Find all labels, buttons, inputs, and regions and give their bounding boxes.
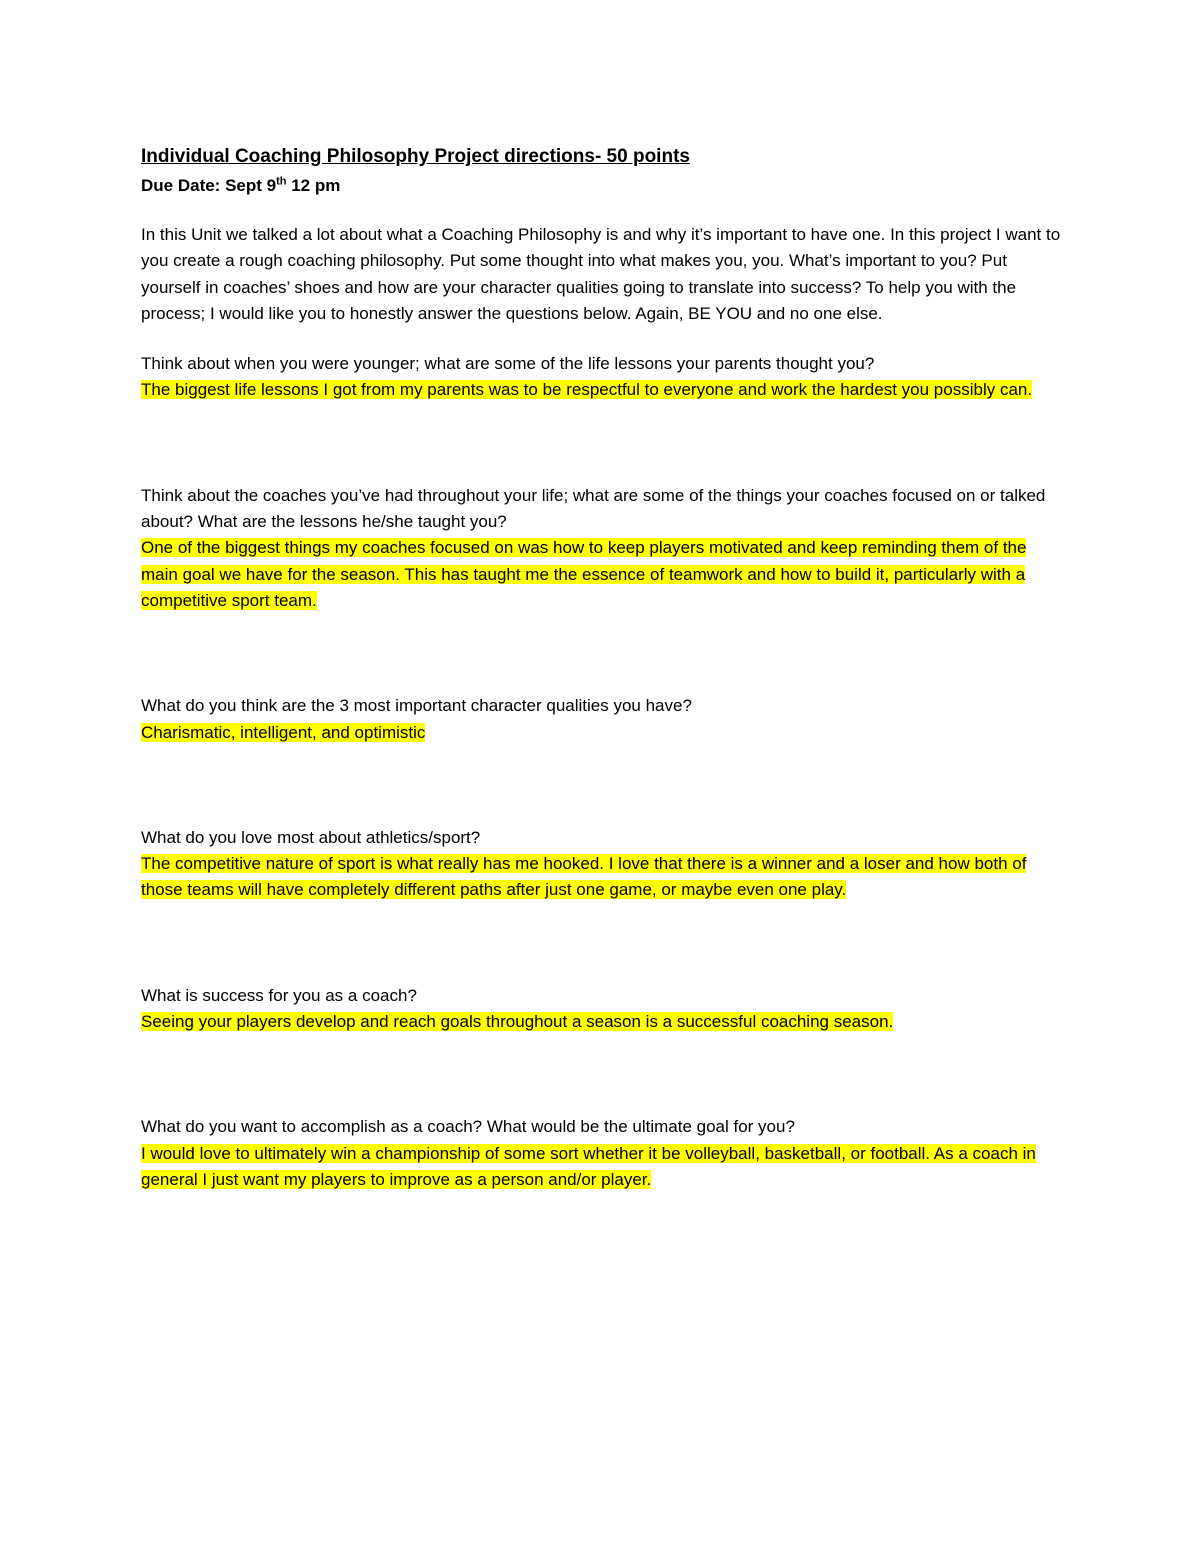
question-6: What do you want to accomplish as a coach? What would be the ultimate goal for you? <box>141 1117 795 1137</box>
answer-2-highlight: One of the biggest things my coaches focused on was how to keep players motivated and keep reminding them of the main goal we have for the season. This has taught me the essence of teamwork and how to build it, particularly with a competitive sport team. <box>141 538 1027 610</box>
answer-4 <box>141 851 1061 904</box>
question-2: Think about the coaches you’ve had throughout your life; what are some of the things your coaches focused on or talked about? What are the lessons he/she taught you? <box>141 485 1046 532</box>
answer-2 <box>141 535 1061 614</box>
due-date-superscript: th <box>276 175 287 188</box>
document-title: Individual Coaching Philosophy Project directions- 50 points <box>141 146 690 167</box>
answer-1 <box>141 377 1061 403</box>
qa-block-1 <box>141 351 1061 404</box>
question-4: What do you love most about athletics/sport? <box>141 827 481 847</box>
qa-block-5 <box>141 983 1061 1036</box>
answer-3 <box>141 720 1061 746</box>
due-date <box>141 173 1061 199</box>
qa-block-3 <box>141 693 1061 746</box>
answer-5 <box>141 1009 1061 1035</box>
qa-block-4 <box>141 825 1061 904</box>
due-date-suffix: 12 pm <box>286 176 341 195</box>
answer-5-highlight: Seeing your players develop and reach goals throughout a season is a successful coaching season. <box>141 1012 894 1032</box>
answer-1-highlight: The biggest life lessons I got from my parents was to be respectful to everyone and work the hardest you possibly can. <box>141 380 1033 400</box>
due-date-prefix: Due Date: Sept 9 <box>141 176 277 195</box>
qa-block-2 <box>141 483 1061 614</box>
answer-4-highlight: The competitive nature of sport is what really has me hooked. I love that there is a winner and a loser and how both of those teams will have completely different paths after just one game, or maybe even one play. <box>141 854 1027 900</box>
document-content <box>141 144 1061 1193</box>
qa-block-6 <box>141 1114 1061 1193</box>
intro-paragraph: In this Unit we talked a lot about what a Coaching Philosophy is and why it’s important to have one. In this project I want to you create a rough coaching philosophy. Put some thought into what makes you, you. What’s important to you? Put yourself in coaches’ shoes and how are your character qualities going to translate into success? To help you with the process; I would like you to honestly answer the questions below. Again, BE YOU and no one else. <box>141 225 1061 323</box>
answer-6-highlight: I would love to ultimately win a championship of some sort whether it be volleyball, basketball, or football. As a coach in general I just want my players to improve as a person and/or player. <box>141 1143 1036 1189</box>
answer-3-highlight: Charismatic, intelligent, and optimistic <box>141 722 426 742</box>
answer-6 <box>141 1141 1061 1194</box>
question-5: What is success for you as a coach? <box>141 985 417 1005</box>
question-1: Think about when you were younger; what are some of the life lessons your parents thought you? <box>141 354 875 374</box>
question-3: What do you think are the 3 most important character qualities you have? <box>141 696 692 716</box>
